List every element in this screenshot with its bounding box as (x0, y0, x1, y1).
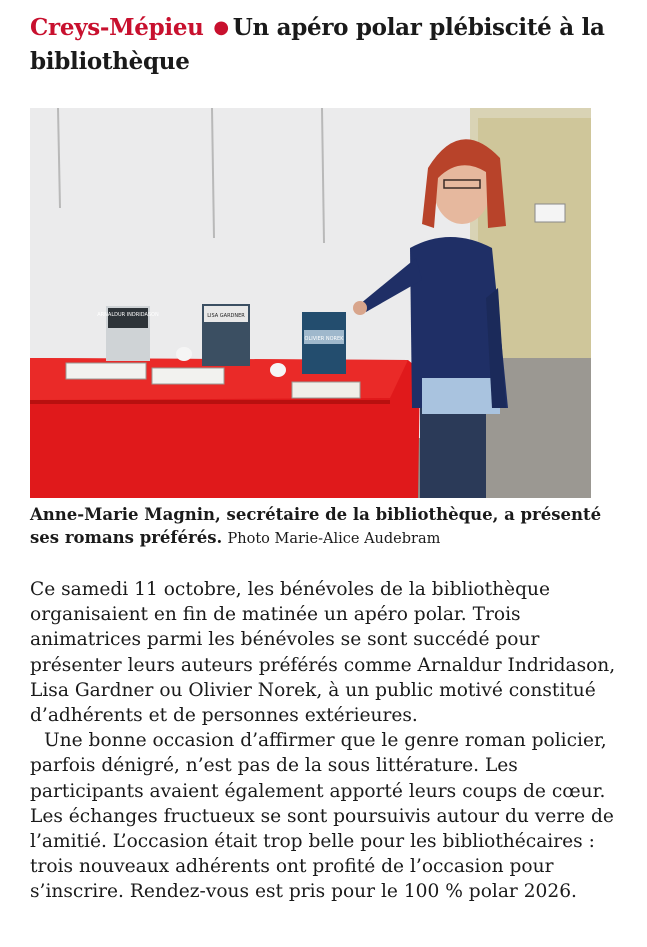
headline-title: Un apéro polar plébiscité à la bibliothèque (30, 14, 605, 75)
article-photo (30, 108, 591, 498)
photo-credit: Photo Marie-Alice Audebram (227, 531, 441, 547)
caption-text: Anne-Marie Magnin, secrétaire de la bibliothèque, a présenté ses romans préférés. (30, 505, 602, 547)
article-body (30, 577, 620, 905)
book-1-label: ARNALDUR INDRIDASON (97, 312, 159, 318)
headline-place: Creys-Mépieu (30, 14, 204, 41)
book-2-label: LISA GARDNER (207, 313, 245, 319)
photo-illustration (30, 108, 591, 498)
book-3-label: OLIVIER NOREK (304, 336, 344, 342)
article-paragraph-1: Ce samedi 11 octobre, les bénévoles de la bibliothèque organisaient en fin de matinée un apéro polar. Trois animatrices parmi les bénévoles se sont succédé pour présenter leurs auteurs préférés comme Arnaldur Indridason, Lisa Gardner ou Olivier Norek, à un public motivé constitué d’adhérents et de personnes extérieures. (30, 579, 616, 727)
book-1 (97, 306, 159, 361)
article-paragraph-2: Une bonne occasion d’affirmer que le genre roman policier, parfois dénigré, n’est pas de la sous littérature. Les participants avaient également apporté leurs coups de cœur. Les échanges fructueux se sont poursuivis autour du verre de l’amitié. L’occasion était trop belle pour les bibliothécaires : trois nouveaux adhérents ont profité de l’occasion pour s’inscrire. Rendez-vous est pris pour le 100 % polar 2026. (30, 730, 614, 903)
book-3 (302, 312, 346, 374)
book-2 (202, 304, 250, 366)
article-headline (30, 12, 630, 78)
photo-caption (30, 503, 630, 551)
headline-bullet: ● (213, 17, 229, 38)
